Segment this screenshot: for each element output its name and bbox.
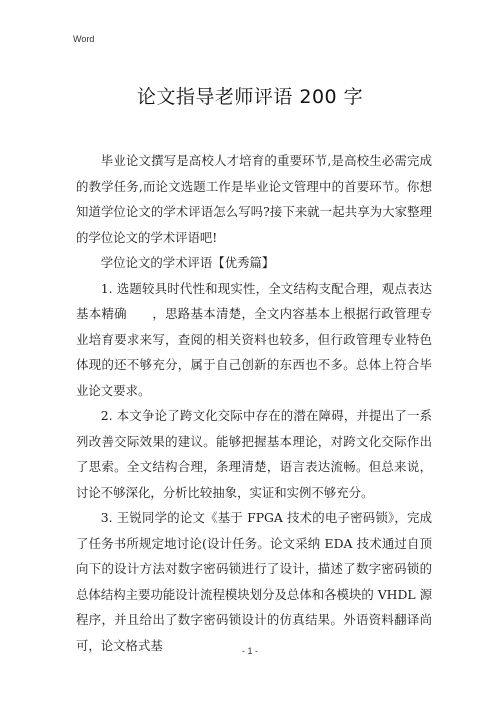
- section-heading: 学位论文的学术评语【优秀篇】: [100, 255, 275, 270]
- comment-paragraph-2: 2. 本文争论了跨文化交际中存在的潜在障碍，并提出了一系列改善交际效果的建议。能够把握基本理论，对跨文化交际作出了思索。全文结构合理，条理清楚，语言表达流畅。但总来说，讨论不够深化，分析比较抽象，实证和实例不够充分。: [76, 408, 432, 500]
- page-number: - 1 -: [241, 646, 258, 656]
- comment-paragraph-3: 3. 王锐同学的论文《基于 FPGA 技术的电子密码锁》，完成了任务书所规定地讨论(设计任务。论文采纳 EDA 技术通过自顶向下的设计方法对数字密码锁进行了设计，描述了数字密码锁的总体结构主要功能设计流程模块划分及总体和各模块的 VHDL 源程序，并且给出了数字密码锁设计的仿真结果。外语资料翻译尚可，论文格式基: [76, 510, 432, 653]
- page-title: 论文指导老师评语 200 字: [136, 86, 364, 108]
- comment-paragraph-1: 1. 选题较具时代性和现实性，全文结构支配合理，观点表达基本精确 ，思路基本清楚，全文内容基本上根据行政管理专业培育要求来写，查阅的相关资料也较多，但行政管理专业特色体现的还不够充分，属于自己创新的东西也不多。总体上符合毕业论文要求。: [76, 280, 432, 398]
- intro-paragraph: 毕业论文撰写是高校人才培育的重要环节,是高校生必需完成的教学任务,而论文选题工作是毕业论文管理中的首要环节。你想知道学位论文的学术评语怎么写吗?接下来就一起共享为大家整理的学位论文的学术评语吧!: [76, 153, 432, 245]
- document-body: [76, 148, 432, 658]
- header-label: Word: [73, 34, 95, 44]
